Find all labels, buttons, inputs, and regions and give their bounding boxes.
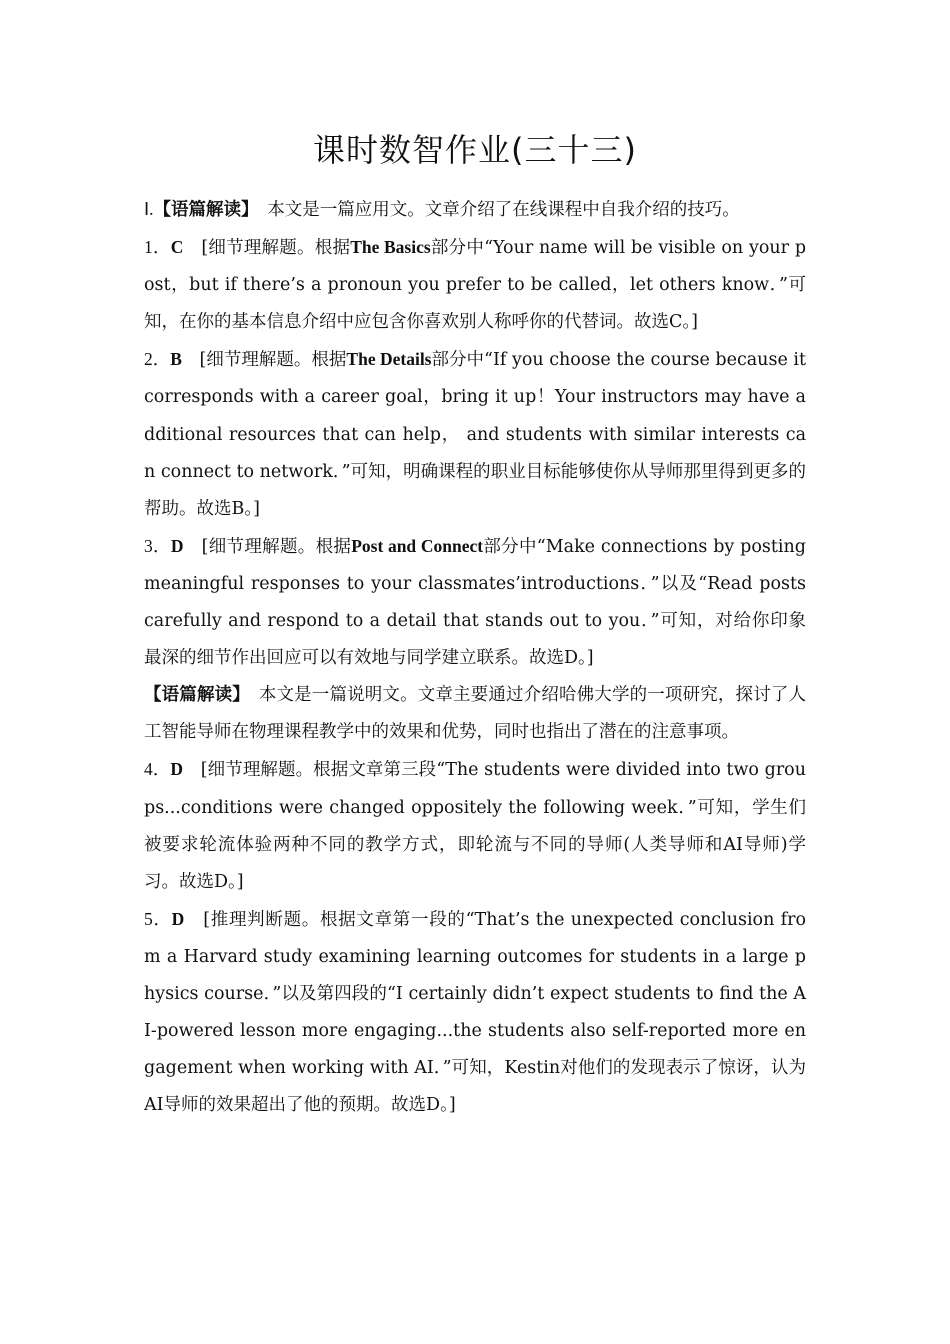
answer-1-prefix: [细节理解题。根据: [183, 238, 351, 259]
section-1-label: 【语篇解读】: [153, 200, 250, 220]
answer-1: [144, 229, 806, 341]
answer-5-number: 5．: [144, 908, 172, 929]
answer-4-choice: D: [170, 759, 184, 780]
section-2-label: 【语篇解读】: [144, 685, 242, 706]
answer-3-prefix: [细节理解题。根据: [183, 536, 352, 557]
answer-1-text: 部分中“Your name will be visible on your post，but if there’s a pronoun you prefer to be called，let others know．”可知，在你的基本信息介绍中应包含你喜欢别人称呼你的代替词。故选C。]: [144, 238, 807, 333]
section-2-intro: [144, 677, 806, 751]
answer-4-number: 4．: [144, 759, 171, 780]
answer-2-section: The Details: [346, 349, 432, 370]
section-1-intro: [144, 191, 806, 229]
page-title: 课时数智作业(三十三): [313, 131, 637, 169]
answer-4: [144, 751, 806, 900]
section-2-text: 本文是一篇说明文。文章主要通过介绍哈佛大学的一项研究，探讨了人工智能导师在物理课程教学中的效果和优势，同时也指出了潜在的注意事项。: [144, 685, 807, 743]
answer-1-section: The Basics: [350, 237, 431, 258]
answer-2-choice: B: [170, 349, 182, 370]
answer-3-section: Post and Connect: [351, 535, 484, 556]
section-1-text: 本文是一篇应用文。文章介绍了在线课程中自我介绍的技巧。: [249, 200, 740, 220]
answer-2-prefix: [细节理解题。根据: [181, 350, 347, 371]
document-body: [144, 191, 806, 1124]
answer-2: [144, 341, 806, 527]
answer-1-choice: C: [170, 237, 184, 258]
answer-5-text: [推理判断题。根据文章第一段的“That’s the unexpected conclusion from a Harvard study examining learning outcomes for students in a large physics course．”以及第四段的“I certainly didn’t expect students to find the AI-powered lesson more engaging...the students also self-reported more engagement when working with AI．”可知，Kestin对他们的发现表示了惊讶，认为AI导师的效果超出了他的预期。故选D。]: [144, 909, 806, 1116]
answer-3-text: 部分中“Make connections by posting meaningful responses to your classmates’introductions．”以及“Read posts carefully and respond to a detail that stands out to you．”可知，对给你印象最深的细节作出回应可以有效地与同学建立联系。故选D。]: [144, 536, 807, 669]
answer-2-number: 2．: [144, 349, 171, 370]
answer-1-number: 1．: [144, 237, 171, 258]
answer-3-number: 3．: [144, 535, 171, 556]
answer-4-text: [细节理解题。根据文章第三段“The students were divided into two groups...conditions were changed oppositely the following week．”可知，学生们被要求轮流体验两种不同的教学方式，即轮流与不同的导师(人类导师和AI导师)学习。故选D。]: [144, 760, 806, 892]
answer-5-choice: D: [171, 908, 185, 929]
answer-3: [144, 528, 806, 677]
answer-2-text: 部分中“If you choose the course because it corresponds with a career goal，bring it up！Your instructors may have additional resources that can help， and students with similar interests can connect to network．”可知，明确课程的职业目标能够使你从导师那里得到更多的帮助。故选B。]: [144, 350, 806, 519]
section-1-roman: Ⅰ.: [144, 199, 154, 219]
answer-5: [144, 901, 806, 1125]
answer-3-choice: D: [170, 535, 184, 556]
